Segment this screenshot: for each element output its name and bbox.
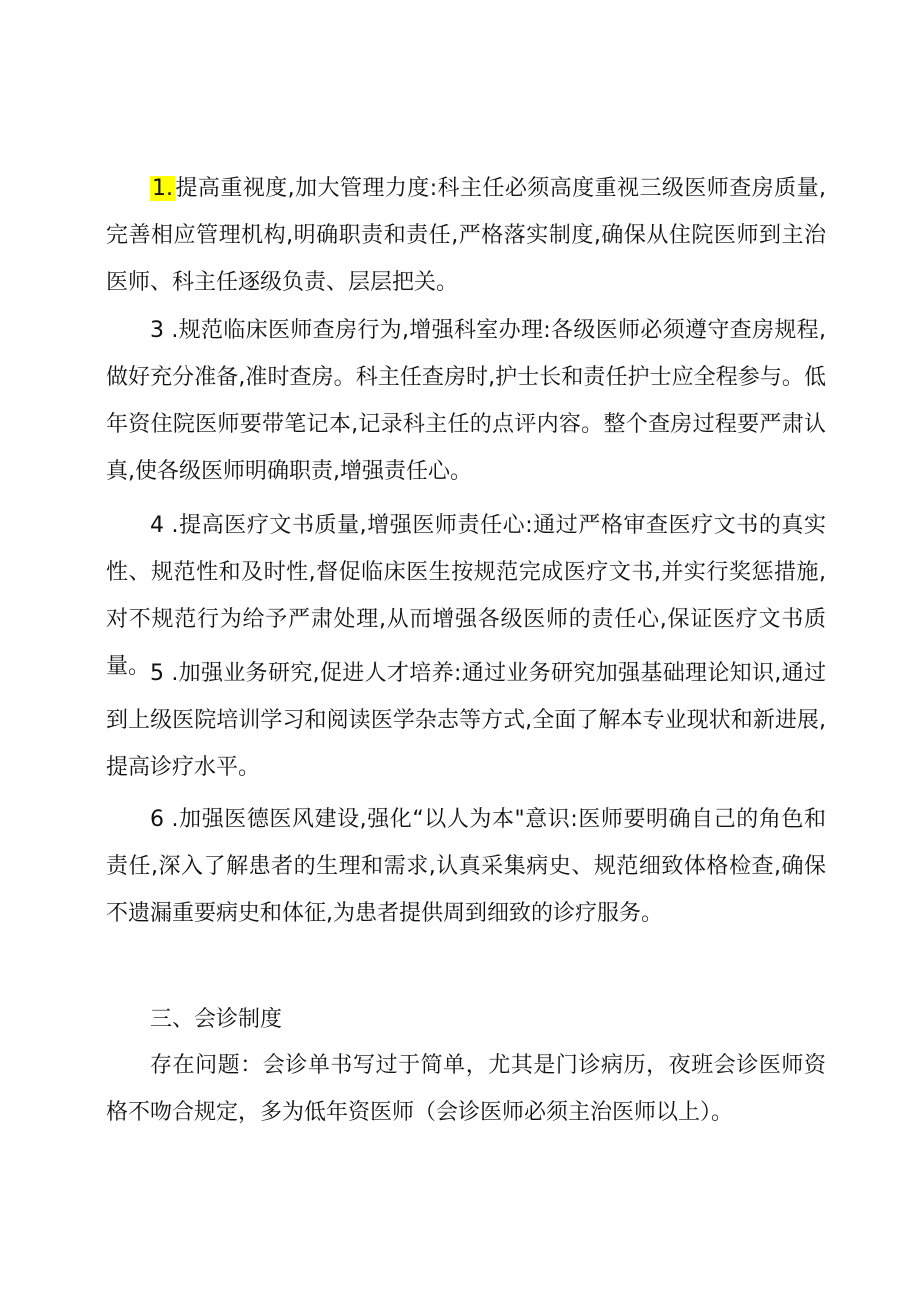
item-text: 提高医疗文书质量,增强医师责任心:通过严格审查医疗文书的真实性、规范性和及时性,督促临床医生按规范完成医疗文书,并实行奖惩措施,对不规范行为给予严肃处理,从而增强各级医师的责任心,保证医疗文书质量。 [106,513,826,679]
list-item-5 [106,650,826,791]
item-number: 4 . [150,513,179,538]
section-heading: 三、会诊制度 [150,1007,283,1032]
item-number-highlighted: 1. [152,176,173,201]
item-text: 加强业务研究,促进人才培养:通过业务研究加强基础理论知识,通过到上级医院培训学习和阅读医学杂志等方式,全面了解本专业现状和新进展,提高诊疗水平。 [106,661,827,780]
list-item-6 [106,796,826,937]
item-number: 3 . [150,318,179,343]
list-item-3 [106,307,826,495]
item-text: 加强医德医风建设,强化“以人为本"意识:医师要明确自己的角色和责任,深入了解患者的生理和需求,认真采集病史、规范细致体格检查,确保不遗漏重要病史和体征,为患者提供周到细致的诊疗服务。 [106,807,826,926]
item-number: 6 . [150,807,179,832]
issue-paragraph: 存在问题：会诊单书写过于简单，尤其是门诊病历，夜班会诊医师资格不吻合规定，多为低年资医师（会诊医师必须主治医师以上）。 [106,1053,826,1125]
item-number: 5 . [150,661,179,686]
list-item-1 [106,165,826,306]
item-text: 提高重视度,加大管理力度:科主任必须高度重视三级医师查房质量,完善相应管理机构,明确职责和责任,严格落实制度,确保从住院医师到主治医师、科主任逐级负责、层层把关。 [106,176,826,295]
item-text: 规范临床医师查房行为,增强科室办理:各级医师必须遵守查房规程,做好充分准备,准时查房。科主任查房时,护士长和责任护士应全程参与。低年资住院医师要带笔记本,记录科主任的点评内容。整个查房过程要严肃认真,使各级医师明确职责,增强责任心。 [106,318,827,484]
